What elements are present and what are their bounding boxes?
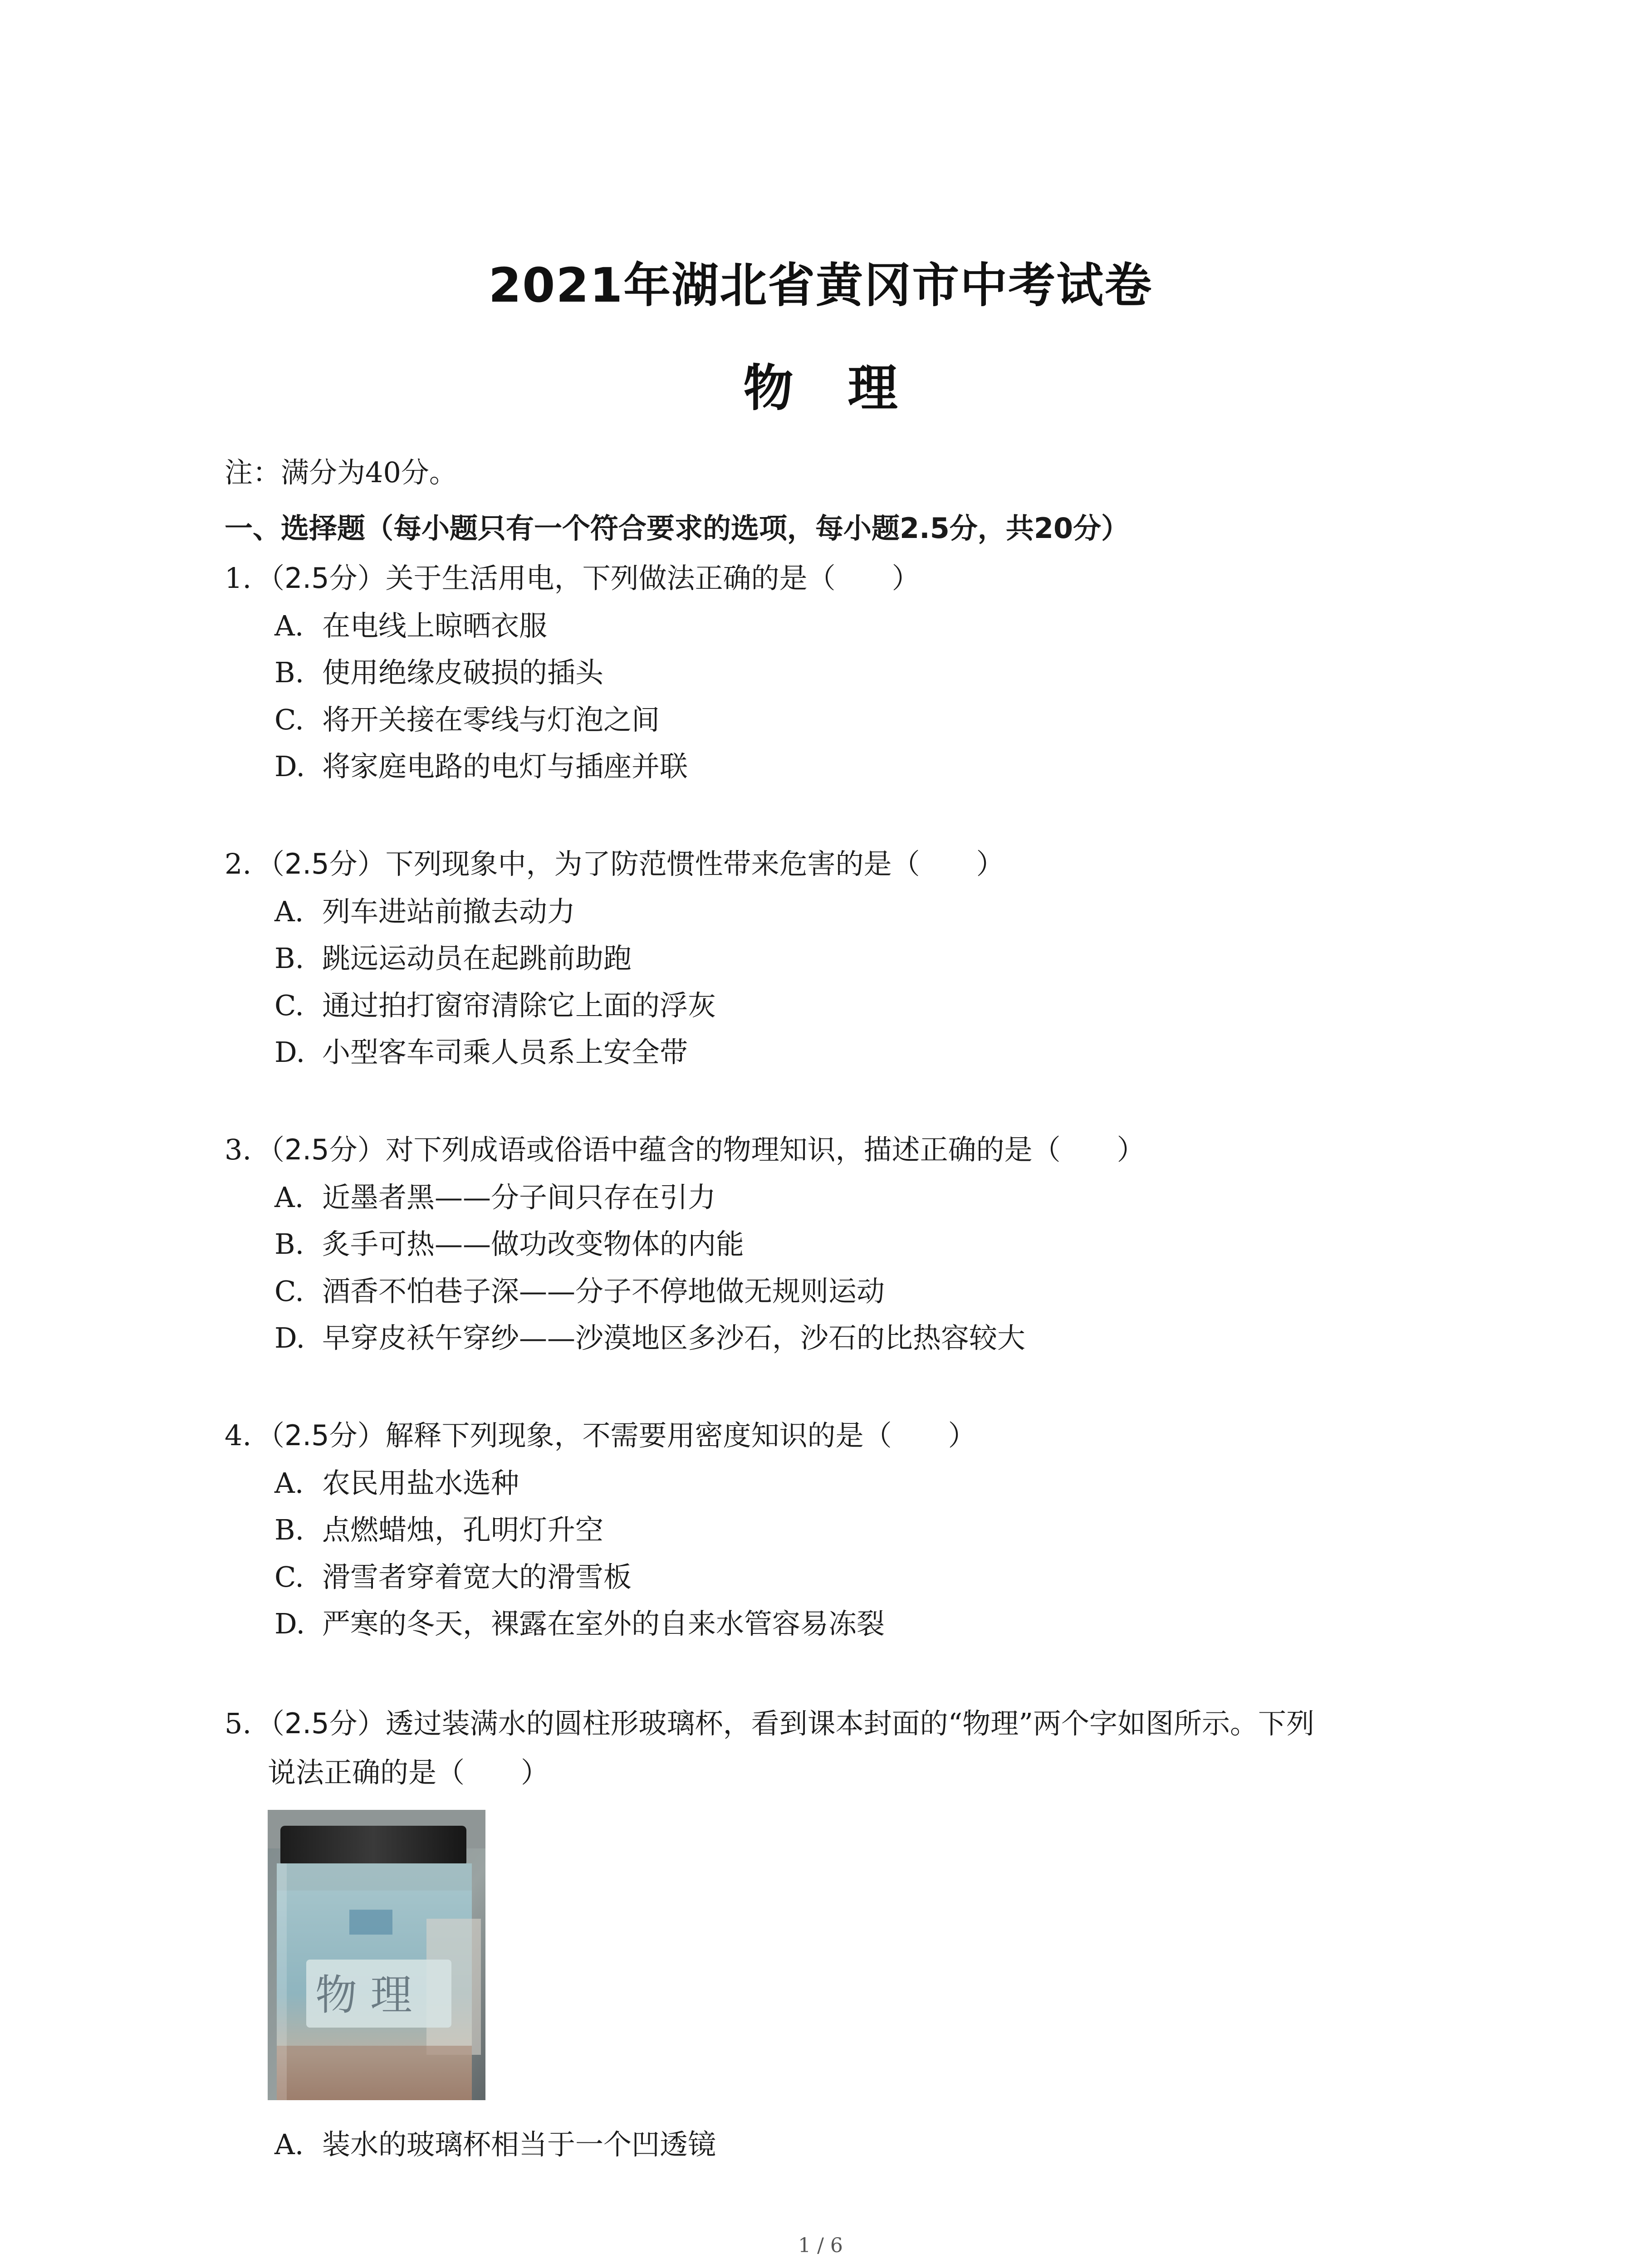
question-number: 4.	[225, 1419, 252, 1452]
option-letter: C.	[274, 703, 304, 736]
question-stem: 透过装满水的圆柱形玻璃杯，看到课本封面的“物理”两个字如图所示。下列	[385, 1707, 1315, 1740]
option-text: 严寒的冬天，裸露在室外的自来水管容易冻裂	[322, 1607, 885, 1640]
option-text: 列车进站前撤去动力	[322, 895, 576, 928]
option-3c	[274, 1273, 885, 1310]
option-text: 早穿皮袄午穿纱——沙漠地区多沙石，沙石的比热容较大	[322, 1321, 1026, 1354]
option-text: 小型客车司乘人员系上安全带	[322, 1036, 688, 1069]
option-5a	[274, 2126, 716, 2163]
option-text: 使用绝缘皮破损的插头	[322, 656, 604, 689]
option-text: 炙手可热——做功改变物体的内能	[322, 1227, 745, 1261]
question-number: 5.	[225, 1707, 252, 1740]
question-score: （2.5分）	[256, 1419, 386, 1452]
option-3a	[274, 1179, 716, 1216]
question-score: （2.5分）	[256, 1133, 386, 1166]
question-2	[225, 846, 1004, 882]
option-text: 将开关接在零线与灯泡之间	[322, 703, 660, 736]
option-letter: D.	[274, 1036, 305, 1069]
subject-title: 物理	[743, 359, 952, 417]
option-1b	[274, 655, 603, 691]
option-text: 将家庭电路的电灯与插座并联	[322, 750, 688, 783]
question-3	[225, 1132, 1145, 1168]
option-text: 滑雪者穿着宽大的滑雪板	[322, 1560, 632, 1593]
section-heading: 一、选择题（每小题只有一个符合要求的选项，每小题2.5分，共20分）	[225, 512, 1130, 545]
question-stem: 解释下列现象，不需要用密度知识的是（ ）	[385, 1419, 976, 1452]
option-2b	[274, 940, 632, 977]
option-letter: C.	[274, 1275, 304, 1308]
option-4a	[274, 1465, 519, 1501]
option-text: 点燃蜡烛，孔明灯升空	[322, 1513, 604, 1546]
option-text: 农民用盐水选种	[322, 1466, 519, 1500]
question-4	[225, 1418, 976, 1454]
option-letter: D.	[274, 1607, 305, 1640]
option-3b	[274, 1226, 744, 1262]
question-stem: 关于生活用电，下列做法正确的是（ ）	[385, 562, 920, 595]
option-letter: C.	[274, 989, 304, 1022]
question-5	[225, 1706, 1314, 1742]
option-letter: B.	[274, 1227, 304, 1261]
page-number: 1 / 6	[798, 2234, 843, 2257]
option-2a	[274, 894, 575, 930]
question-number: 1.	[225, 562, 252, 595]
option-text: 酒香不怕巷子深——分子不停地做无规则运动	[322, 1275, 885, 1308]
option-letter: C.	[274, 1560, 304, 1593]
option-1a	[274, 608, 547, 644]
option-text: 跳远运动员在起跳前助跑	[322, 942, 632, 975]
option-1c	[274, 702, 660, 738]
option-letter: A.	[274, 895, 304, 928]
svg-text:物 理: 物 理	[315, 1971, 412, 2019]
option-2d	[274, 1034, 688, 1070]
question-number: 3.	[225, 1133, 252, 1166]
option-text: 装水的玻璃杯相当于一个凹透镜	[322, 2128, 716, 2161]
option-letter: A.	[274, 609, 304, 642]
option-letter: A.	[274, 2128, 304, 2161]
question-score: （2.5分）	[256, 1707, 386, 1740]
option-1d	[274, 748, 688, 785]
question-5-continuation: 说法正确的是（ ）	[268, 1756, 549, 1789]
option-letter: A.	[274, 1466, 304, 1500]
option-3d	[274, 1320, 1025, 1356]
question-1	[225, 560, 920, 596]
question-stem: 下列现象中，为了防范惯性带来危害的是（ ）	[385, 847, 1004, 880]
option-text: 通过拍打窗帘清除它上面的浮灰	[322, 989, 716, 1022]
option-letter: A.	[274, 1181, 304, 1214]
score-note: 注：满分为40分。	[225, 456, 457, 489]
option-letter: B.	[274, 656, 304, 689]
option-letter: B.	[274, 942, 304, 975]
question-number: 2.	[225, 847, 252, 880]
option-letter: D.	[274, 1321, 305, 1354]
option-4c	[274, 1559, 632, 1595]
exam-title: 2021年湖北省黄冈市中考试卷	[488, 258, 1153, 313]
question-score: （2.5分）	[256, 562, 386, 595]
option-4d	[274, 1606, 885, 1642]
option-text: 近墨者黑——分子间只存在引力	[322, 1181, 716, 1214]
question-score: （2.5分）	[256, 847, 386, 880]
question-stem: 对下列成语或俗语中蕴含的物理知识，描述正确的是（ ）	[385, 1133, 1145, 1166]
option-4b	[274, 1512, 603, 1548]
option-letter: D.	[274, 750, 305, 783]
water-glass-photo	[268, 1810, 485, 2100]
option-text: 在电线上晾晒衣服	[322, 609, 548, 642]
option-letter: B.	[274, 1513, 304, 1546]
option-2c	[274, 987, 716, 1024]
